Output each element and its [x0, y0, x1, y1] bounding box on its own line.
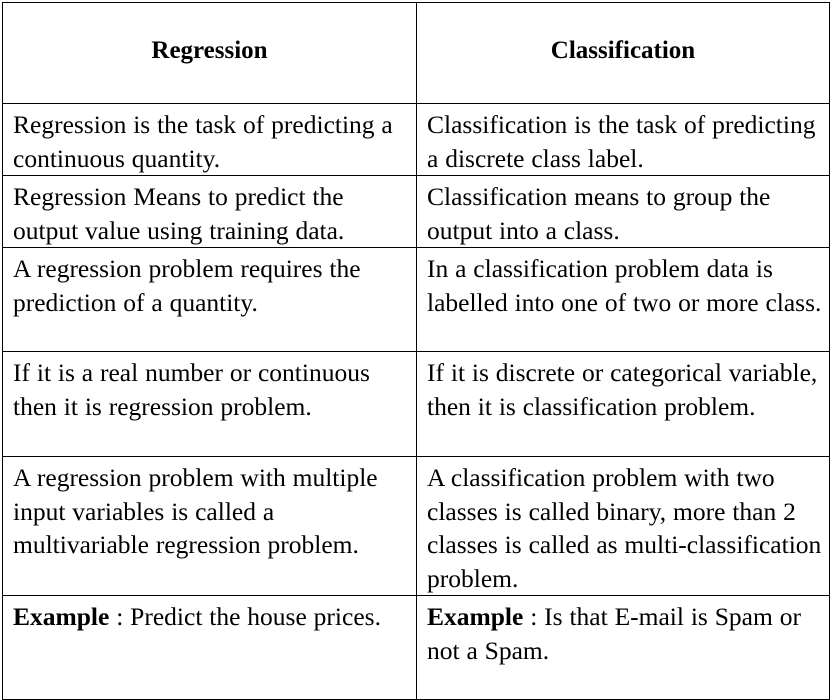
table-row — [3, 457, 830, 596]
regression-cell — [3, 248, 417, 352]
cell-text: A regression problem requires the prediction of a quantity. — [13, 254, 361, 317]
table-row — [3, 176, 830, 248]
classification-cell — [417, 457, 830, 596]
cell-text: Regression Means to predict the output value using training data. — [13, 182, 345, 245]
cell-text: If it is discrete or categorical variable, then it is classification problem. — [427, 358, 818, 421]
table-row — [3, 248, 830, 352]
regression-cell — [3, 352, 417, 457]
cell-text: In a classification problem data is labelled into one of two or more class. — [427, 254, 822, 317]
header-regression: Regression — [3, 3, 417, 104]
regression-cell — [3, 457, 417, 596]
cell-text: Classification is the task of predicting a discrete class label. — [427, 110, 816, 173]
table-row — [3, 104, 830, 176]
header-classification: Classification — [417, 3, 830, 104]
table-row — [3, 352, 830, 457]
cell-text: Classification means to group the output into a class. — [427, 182, 771, 245]
cell-text: A regression problem with multiple input variables is called a multivariable regression problem. — [13, 463, 378, 559]
example-row — [3, 596, 830, 700]
regression-example-text: : Predict the house prices. — [109, 602, 381, 631]
example-label: Example — [13, 602, 110, 631]
classification-cell — [417, 248, 830, 352]
regression-example-cell — [3, 596, 417, 700]
classification-cell — [417, 352, 830, 457]
cell-text: A classification problem with two classes is called binary, more than 2 classes is called as multi-classification problem. — [427, 463, 822, 593]
cell-text: If it is a real number or continuous then it is regression problem. — [13, 358, 370, 421]
classification-cell — [417, 104, 830, 176]
header-row — [3, 3, 830, 104]
classification-example-cell — [417, 596, 830, 700]
regression-cell — [3, 176, 417, 248]
classification-cell — [417, 176, 830, 248]
example-label: Example — [427, 602, 524, 631]
classification-example-text: : Is that E-mail is Spam or not a Spam. — [427, 602, 801, 665]
cell-text: Regression is the task of predicting a continuous quantity. — [13, 110, 393, 173]
regression-cell — [3, 104, 417, 176]
comparison-table — [2, 2, 830, 700]
